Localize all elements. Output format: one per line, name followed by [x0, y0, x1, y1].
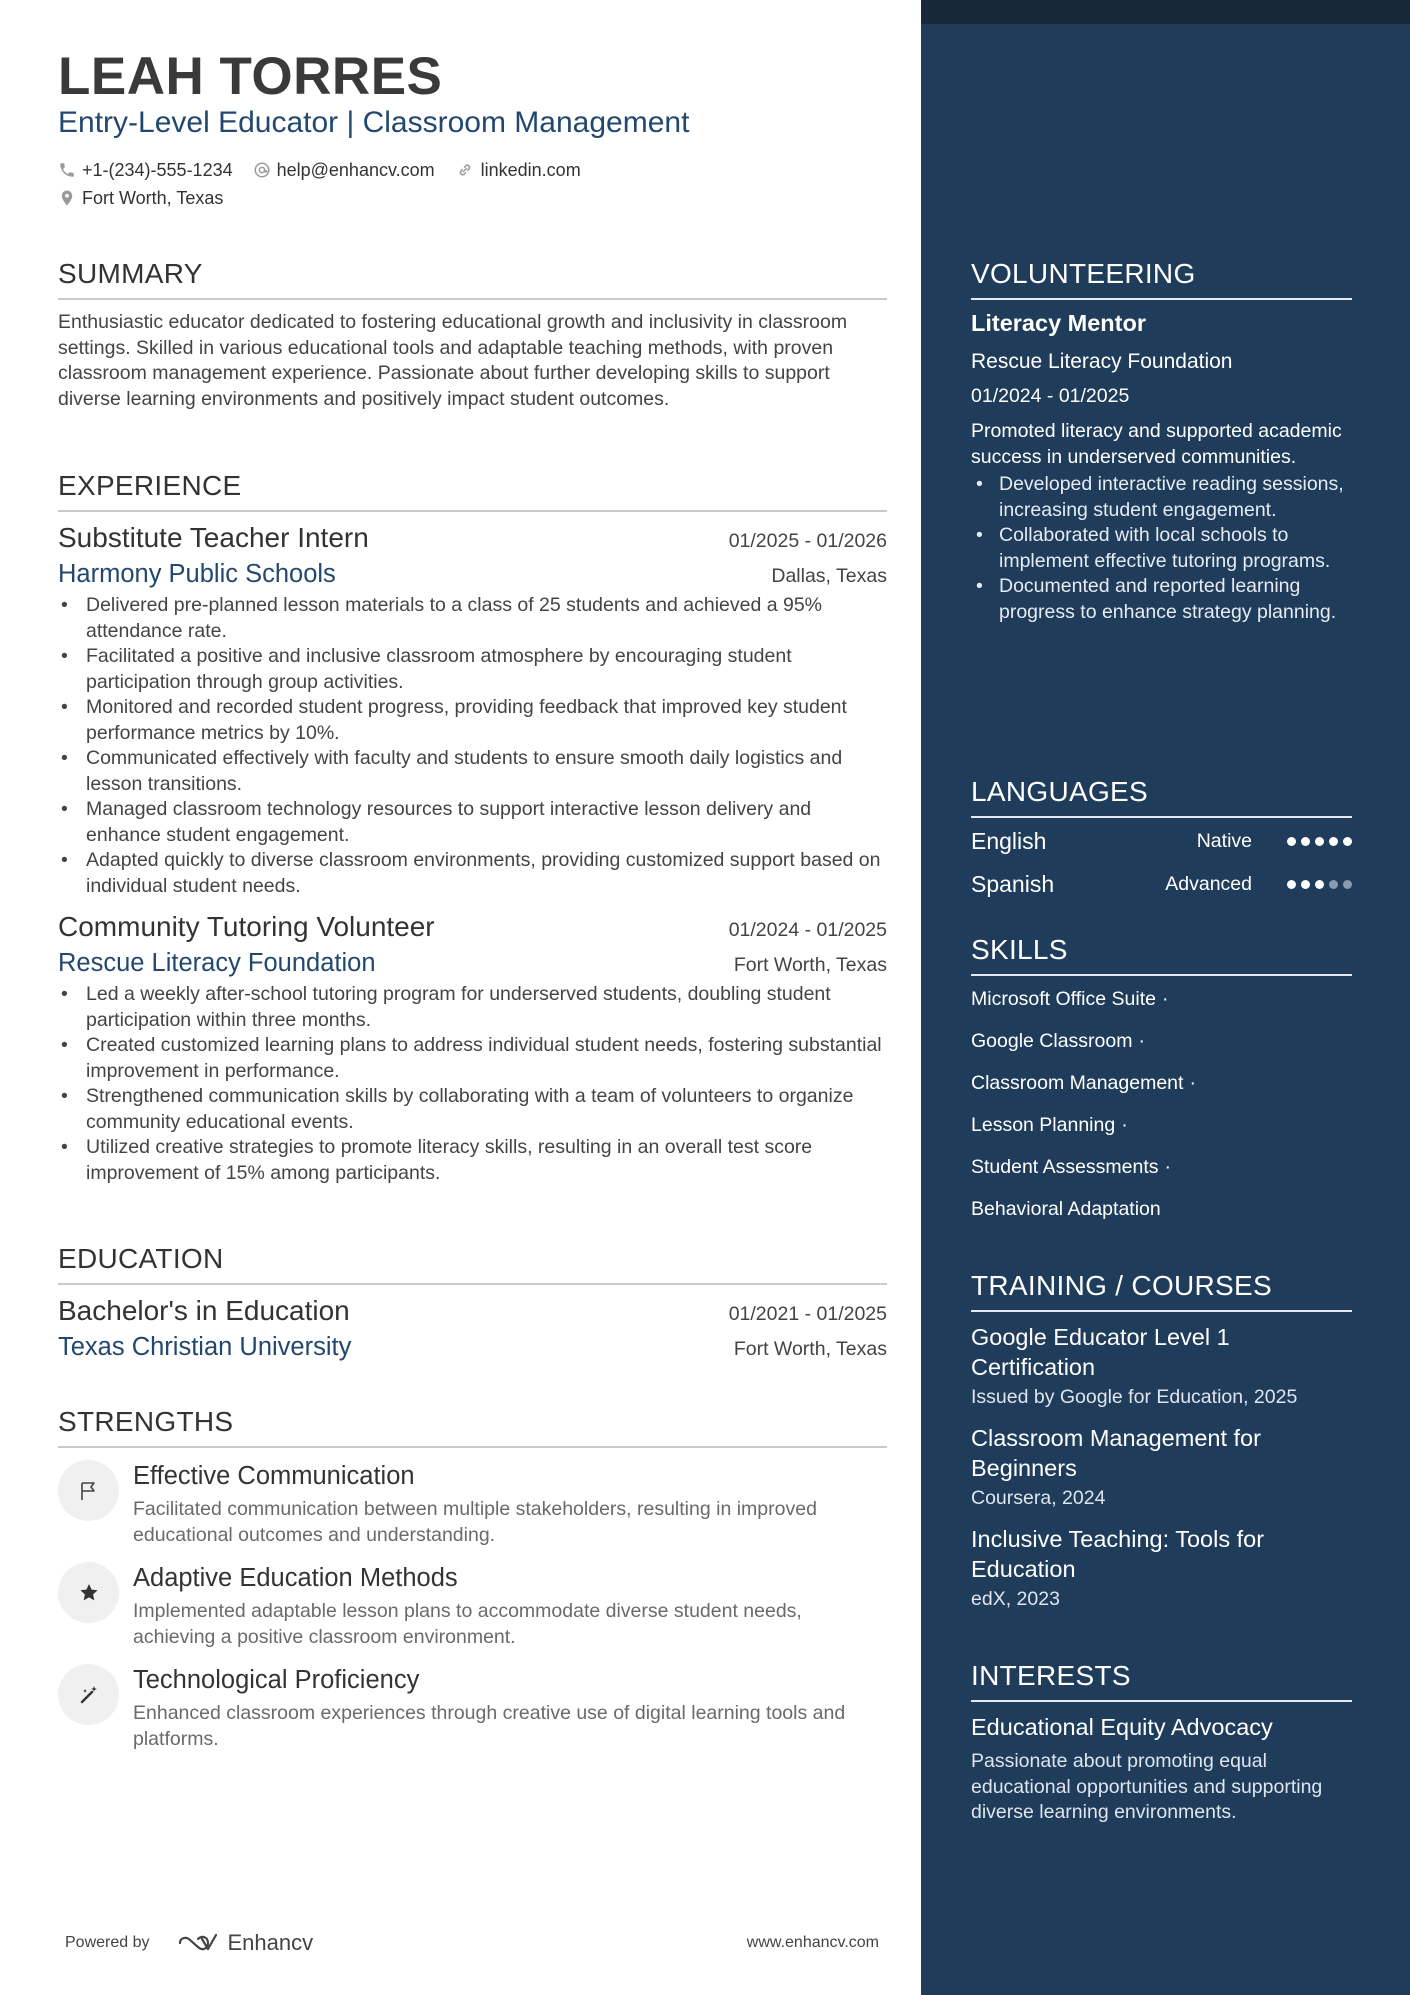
skill-label: Behavioral Adaptation: [971, 1197, 1161, 1220]
training-section: [971, 1270, 1352, 1611]
volunteer-desc: Promoted literacy and supported academic success in underserved communities.: [971, 420, 1342, 468]
skill-label: Microsoft Office Suite: [971, 987, 1156, 1010]
summary-title: SUMMARY: [58, 258, 887, 300]
candidate-name: LEAH TORRES: [58, 47, 443, 106]
job-company: Rescue Literacy Foundation: [58, 949, 376, 977]
magic-wand-icon: [58, 1664, 119, 1725]
skill-item: [971, 1104, 1352, 1146]
linkedin-contact[interactable]: [455, 160, 581, 181]
bullet-item: • Documented and reported learning progress to enhance strategy planning.: [971, 574, 1352, 625]
volunteering-section: [971, 258, 1352, 625]
bullet-item: • Led a weekly after-school tutoring program for underserved students, doubling student participation within three months.: [58, 982, 887, 1033]
location-text: Fort Worth, Texas: [82, 187, 224, 208]
skill-item: [971, 978, 1352, 1020]
strength-title: Adaptive Education Methods: [133, 1564, 458, 1592]
experience-section: [58, 470, 887, 1186]
languages-title: LANGUAGES: [971, 776, 1352, 818]
school-name: Texas Christian University: [58, 1333, 352, 1361]
footer: [65, 1930, 879, 1956]
strength-title: Technological Proficiency: [133, 1666, 420, 1694]
course-issuer: edX, 2023: [971, 1588, 1060, 1610]
flag-icon: [58, 1460, 119, 1521]
training-title: TRAINING / COURSES: [971, 1270, 1352, 1312]
course-issuer: Coursera, 2024: [971, 1487, 1106, 1509]
strength-item: [58, 1562, 887, 1650]
dot: [1287, 880, 1296, 889]
dot: [1315, 880, 1324, 889]
language-item: [971, 863, 1352, 906]
strengths-section: [58, 1406, 887, 1752]
bullet-item: • Managed classroom technology resources to support interactive lesson delivery and enhance student engagement.: [58, 797, 887, 848]
strength-desc: Enhanced classroom experiences through creative use of digital learning tools and platforms.: [133, 1702, 846, 1750]
skill-item: [971, 1062, 1352, 1104]
dot: [1301, 837, 1310, 846]
interests-section: [971, 1660, 1352, 1826]
skill-separator: ·: [1121, 1113, 1128, 1136]
skill-label: Classroom Management: [971, 1071, 1184, 1094]
dot: [1329, 837, 1338, 846]
job-location: Fort Worth, Texas: [733, 954, 887, 976]
phone-text: +1-(234)-555-1234: [82, 159, 233, 180]
course-item: [971, 1322, 1352, 1409]
education-title: EDUCATION: [58, 1243, 887, 1285]
job-company: Harmony Public Schools: [58, 560, 336, 588]
interest-title: Educational Equity Advocacy: [971, 1714, 1273, 1740]
skill-item: [971, 1020, 1352, 1062]
link-icon: [455, 161, 475, 179]
dot: [1343, 880, 1352, 889]
interest-desc: Passionate about promoting equal educational opportunities and supporting diverse learning environments.: [971, 1750, 1323, 1823]
bullet-item: • Monitored and recorded student progress, providing feedback that improved key student performance metrics by 10%.: [58, 695, 887, 746]
bullet-item: • Delivered pre-planned lesson materials to a class of 25 students and achieved a 95% attendance rate.: [58, 593, 887, 644]
skill-item: [971, 1188, 1352, 1230]
phone-contact[interactable]: [58, 160, 233, 181]
job-entry: [58, 911, 887, 1186]
enhancv-brand-text: Enhancv: [227, 1930, 314, 1955]
linkedin-text: linkedin.com: [480, 159, 581, 180]
proficiency-dots: [1282, 837, 1352, 846]
bullet-item: • Collaborated with local schools to implement effective tutoring programs.: [971, 523, 1352, 574]
bullet-item: • Strengthened communication skills by collaborating with a team of volunteers to organize community educational events.: [58, 1084, 887, 1135]
sidebar: [921, 0, 1410, 1995]
course-title: Classroom Management for Beginners: [971, 1425, 1261, 1481]
skill-separator: ·: [1161, 987, 1169, 1010]
experience-title: EXPERIENCE: [58, 470, 887, 512]
job-title: Substitute Teacher Intern: [58, 522, 369, 553]
bullet-item: • Communicated effectively with faculty and students to ensure smooth daily logistics and lesson transitions.: [58, 746, 887, 797]
course-title: Inclusive Teaching: Tools for Education: [971, 1526, 1265, 1582]
summary-text: Enthusiastic educator dedicated to fostering educational growth and inclusivity in classroom settings. Skilled in various educational tools and adaptable teaching methods, with proven classroom management experience. Passionate about further developing skills to support diverse learning environments and positively impact student outcomes.: [58, 311, 848, 410]
language-item: [971, 820, 1352, 863]
job-bullets: [58, 593, 887, 899]
interests-title: INTERESTS: [971, 1660, 1352, 1702]
skill-separator: ·: [1138, 1029, 1145, 1052]
course-item: [971, 1423, 1352, 1510]
language-name: English: [971, 828, 1047, 854]
skill-label: Google Classroom: [971, 1029, 1133, 1052]
email-contact[interactable]: [253, 160, 435, 181]
skill-label: Student Assessments: [971, 1155, 1159, 1178]
strength-item: [58, 1664, 887, 1752]
job-entry: [58, 522, 887, 899]
location-contact: [58, 188, 223, 209]
education-date: 01/2021 - 01/2025: [728, 1303, 887, 1325]
education-section: [58, 1243, 887, 1362]
dot: [1315, 837, 1324, 846]
skill-item: [971, 1146, 1352, 1188]
skills-title: SKILLS: [971, 934, 1352, 976]
email-text: help@enhancv.com: [276, 159, 435, 180]
strength-desc: Implemented adaptable lesson plans to accommodate diverse student needs, achieving a positive classroom environment.: [133, 1600, 802, 1648]
dot: [1329, 880, 1338, 889]
location-pin-icon: [58, 188, 76, 208]
star-icon: [58, 1562, 119, 1623]
job-date: 01/2025 - 01/2026: [728, 530, 887, 552]
skill-separator: ·: [1189, 1071, 1196, 1094]
volunteer-role: Literacy Mentor: [971, 310, 1146, 336]
strength-title: Effective Communication: [133, 1462, 415, 1490]
job-location: Dallas, Texas: [771, 565, 887, 587]
skill-separator: ·: [1164, 1155, 1172, 1178]
strengths-title: STRENGTHS: [58, 1406, 887, 1448]
volunteer-org: Rescue Literacy Foundation: [971, 350, 1233, 373]
dot: [1301, 880, 1310, 889]
skill-label: Lesson Planning: [971, 1113, 1116, 1136]
degree-title: Bachelor's in Education: [58, 1295, 350, 1326]
job-date: 01/2024 - 01/2025: [728, 919, 887, 941]
language-name: Spanish: [971, 871, 1055, 897]
job-title: Community Tutoring Volunteer: [58, 911, 435, 942]
job-bullets: [58, 982, 887, 1186]
bullet-item: • Adapted quickly to diverse classroom environments, providing customized support based on individual student needs.: [58, 848, 887, 899]
languages-section: [971, 776, 1352, 906]
at-icon: [253, 161, 271, 179]
course-issuer: Issued by Google for Education, 2025: [971, 1386, 1298, 1408]
enhancv-logo[interactable]: [176, 1930, 314, 1956]
contact-info: [58, 158, 601, 214]
headline: Entry-Level Educator | Classroom Management: [58, 106, 690, 139]
course-item: [971, 1524, 1352, 1611]
bullet-item: • Utilized creative strategies to promote literacy skills, resulting in an overall test score improvement of 15% among participants.: [58, 1135, 887, 1186]
bullet-item: • Created customized learning plans to address individual student needs, fostering substantial improvement in performance.: [58, 1033, 887, 1084]
enhancv-logo-icon: [176, 1931, 222, 1955]
course-title: Google Educator Level 1 Certification: [971, 1324, 1230, 1380]
strength-desc: Facilitated communication between multiple stakeholders, resulting in improved educational outcomes and understanding.: [133, 1498, 817, 1546]
education-location: Fort Worth, Texas: [733, 1338, 887, 1360]
language-level: Native: [1196, 830, 1252, 852]
dot: [1287, 837, 1296, 846]
footer-url[interactable]: www.enhancv.com: [746, 1934, 879, 1951]
volunteering-title: VOLUNTEERING: [971, 258, 1352, 300]
powered-by-label: Powered by: [65, 1934, 150, 1951]
language-level: Advanced: [1165, 873, 1252, 895]
bullet-item: • Developed interactive reading sessions, increasing student engagement.: [971, 472, 1352, 523]
strength-item: [58, 1460, 887, 1548]
skills-section: [971, 934, 1352, 1230]
sidebar-top-bar: [921, 0, 1410, 24]
volunteer-bullets: [971, 472, 1352, 625]
volunteer-date: 01/2024 - 01/2025: [971, 385, 1130, 407]
proficiency-dots: [1282, 880, 1352, 889]
dot: [1343, 837, 1352, 846]
summary-section: [58, 258, 887, 412]
bullet-item: • Facilitated a positive and inclusive classroom atmosphere by encouraging student participation through group activities.: [58, 644, 887, 695]
phone-icon: [58, 161, 76, 179]
